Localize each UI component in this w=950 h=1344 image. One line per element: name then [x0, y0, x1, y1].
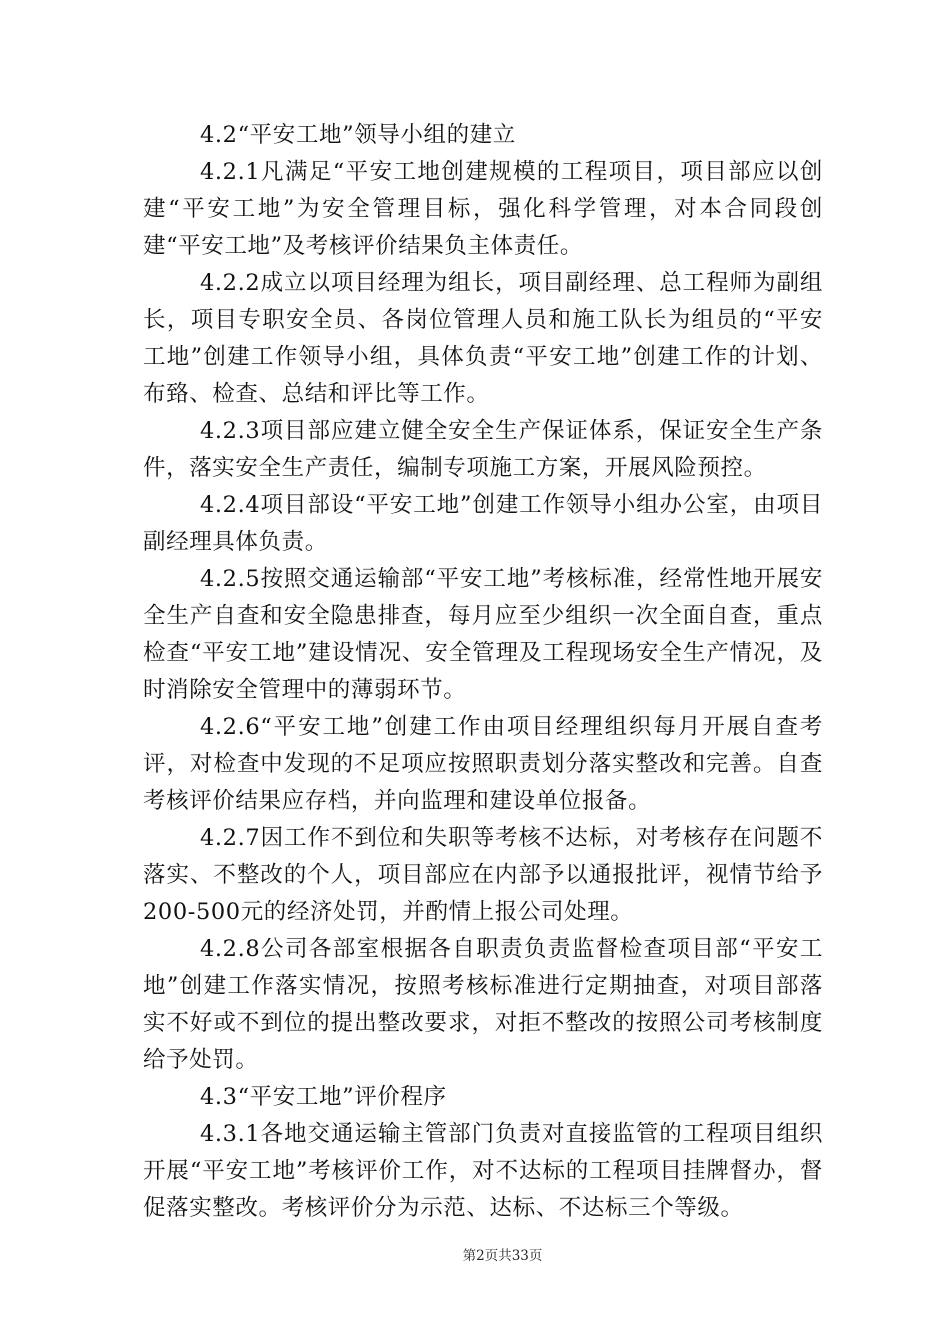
clause-4-2-1: 4.2.1凡满足“平安工地创建规模的工程项目，项目部应以创建“平安工地”为安全管理目标，强化科学管理，对本合同段创建“平安工地”及考核评价结果负主体责任。 — [143, 159, 823, 259]
clause-4-3-1: 4.3.1各地交通运输主管部门负责对直接监管的工程项目组织开展“平安工地”考核评价工作，对不达标的工程项目挂牌督办，督促落实整改。考核评价分为示范、达标、不达标三个等级。 — [143, 1121, 823, 1221]
document-body — [143, 117, 823, 1227]
page-number-footer: 第2页共33页 — [462, 1248, 543, 1264]
clause-4-2-3: 4.2.3项目部应建立健全安全生产保证体系，保证安全生产条件，落实安全生产责任，编制专项施工方案，开展风险预控。 — [143, 418, 823, 481]
clause-4-2-5: 4.2.5按照交通运输部“平安工地”考核标准，经常性地开展安全生产自查和安全隐患排查，每月应至少组织一次全面自查，重点检查“平安工地”建设情况、安全管理及工程现场安全生产情况，及时消除安全管理中的薄弱环节。 — [143, 566, 823, 703]
section-heading-4-3: 4.3“平安工地”评价程序 — [200, 1084, 447, 1110]
clause-4-2-4: 4.2.4项目部设“平安工地”创建工作领导小组办公室，由项目副经理具体负责。 — [143, 492, 823, 555]
section-heading-4-2: 4.2“平安工地”领导小组的建立 — [200, 122, 516, 148]
clause-4-2-2: 4.2.2成立以项目经理为组长，项目副经理、总工程师为副组长，项目专职安全员、各岗位管理人员和施工队长为组员的“平安工地”创建工作领导小组，具体负责“平安工地”创建工作的计划、布臵、检查、总结和评比等工作。 — [143, 270, 823, 407]
clause-4-2-6: 4.2.6“平安工地”创建工作由项目经理组织每月开展自查考评，对检查中发现的不足项应按照职责划分落实整改和完善。自查考核评价结果应存档，并向监理和建设单位报备。 — [143, 714, 823, 814]
clause-4-2-7: 4.2.7因工作不到位和失职等考核不达标，对考核存在问题不落实、不整改的个人，项目部应在内部予以通报批评，视情节给予200-500元的经济处罚，并酌情上报公司处理。 — [143, 825, 823, 925]
clause-4-2-8: 4.2.8公司各部室根据各自职责负责监督检查项目部“平安工地”创建工作落实情况，按照考核标准进行定期抽查，对项目部落实不好或不到位的提出整改要求，对拒不整改的按照公司考核制度给予处罚。 — [143, 936, 823, 1073]
